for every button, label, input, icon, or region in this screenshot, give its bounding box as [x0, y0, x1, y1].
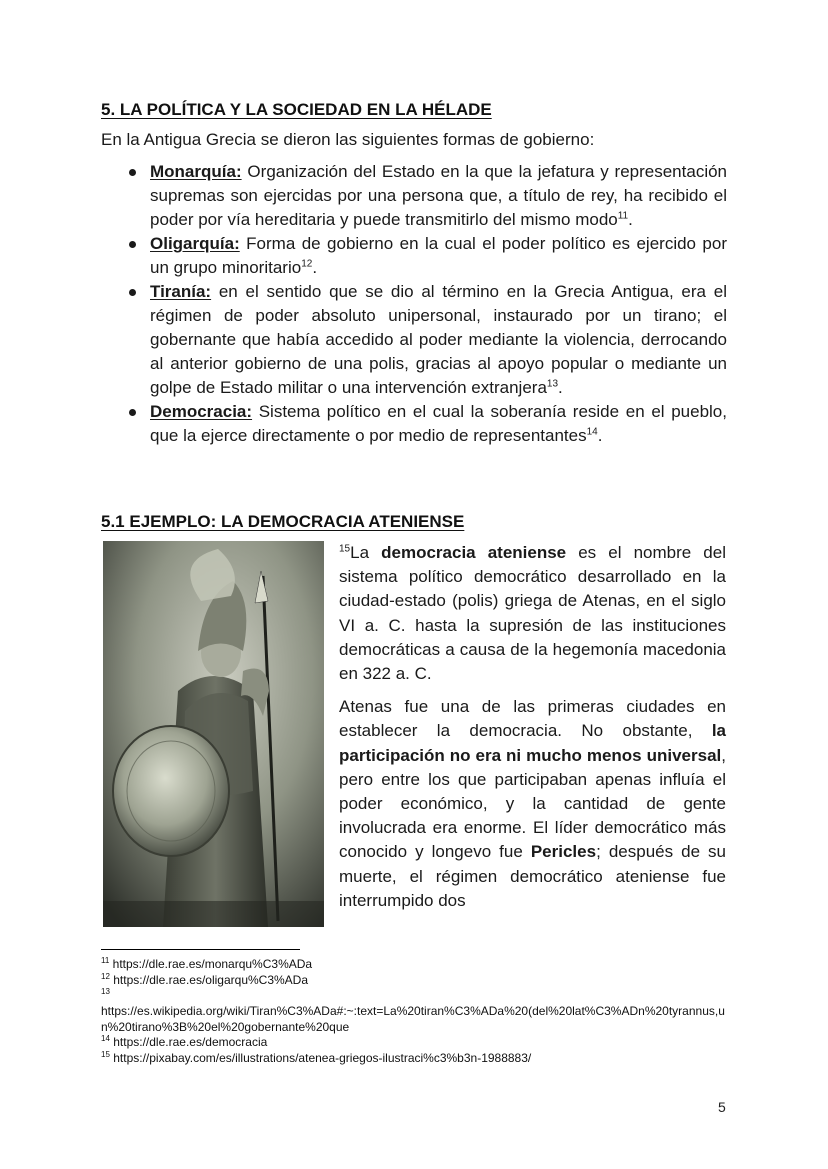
sentence-end: . [597, 426, 603, 445]
term-democracia: Democracia: [150, 402, 253, 421]
definition-democracia: Sistema político en el cual la soberanía reside en el pueblo, que la ejerce directamente o por medio de representantes [150, 402, 727, 445]
definition-monarquia: Organización del Estado en la que la jefatura y representación supremas son ejercidas por una persona que, a título de rey, ha recibido el poder por vía hereditaria y puede transmitirlo del mismo modo [150, 162, 727, 229]
government-forms-list [101, 160, 727, 448]
p1-rest: es el nombre del sistema político democrático desarrollado en la ciudad-estado (polis) griega de Atenas, en el siglo VI a. C. hasta la supresión de las instituciones democráticas a causa de la hegemonía macedonia en 322 a. C. [339, 543, 726, 684]
p1-bold-term: democracia ateniense [381, 543, 567, 562]
definition-tirania: en el sentido que se dio al término en la Grecia Antigua, era el régimen de poder absoluto unipersonal, instaurado por un tirano; el gobernante que había accedido al poder mediante la violencia, derrocando al anterior gobierno de una polis, gracias al apoyo popular o mediante un golpe de Estado militar o una intervención extranjera [150, 282, 727, 397]
footnote-link[interactable]: https://dle.rae.es/oligarqu%C3%ADa [109, 972, 309, 987]
footnotes [101, 957, 729, 1066]
footnote-ref[interactable]: 15 [339, 543, 351, 555]
footnote-ref[interactable]: 12 [301, 258, 313, 270]
p2-bold-participation: la participación no era ni mucho menos universal [339, 721, 726, 765]
footnote-15[interactable] [101, 1051, 729, 1067]
p1-lead: La [350, 543, 382, 562]
footnote-13 [101, 988, 729, 1004]
term-oligarquia: Oligarquía: [150, 234, 240, 253]
sentence-end: . [312, 258, 318, 277]
term-tirania: Tiranía: [150, 282, 212, 301]
list-item-monarquia [101, 160, 727, 232]
section-title: 5. LA POLÍTICA Y LA SOCIEDAD EN LA HÉLADE [101, 100, 492, 119]
footnote-12[interactable] [101, 973, 729, 989]
list-item-tirania [101, 280, 727, 400]
footnote-13-url[interactable] [101, 1004, 729, 1035]
term-monarquia: Monarquía: [150, 162, 242, 181]
subsection-title: 5.1 EJEMPLO: LA DEMOCRACIA ATENIENSE [101, 512, 465, 531]
footnote-ref[interactable]: 14 [586, 426, 598, 438]
athena-illustration [103, 541, 324, 927]
footnote-number: 13 [101, 987, 110, 996]
list-item-democracia [101, 400, 727, 448]
p2-part3: ; después de su muerte, el régimen democrático ateniense fue interrumpido dos [339, 842, 727, 910]
shield [113, 726, 229, 856]
page-number: 5 [718, 1099, 726, 1115]
footnote-link[interactable]: https://pixabay.com/es/illustrations/atenea-griegos-ilustraci%c3%b3n-1988883/ [109, 1050, 532, 1065]
footnote-number: 14 [101, 1034, 110, 1043]
paragraph-2 [339, 695, 726, 913]
footnote-14[interactable] [101, 1035, 729, 1051]
footnote-number: 11 [101, 956, 110, 965]
ground-shadow [103, 901, 324, 927]
footnote-link[interactable]: https://dle.rae.es/democracia [109, 1035, 268, 1049]
p2-part2: , pero entre los que participaban apenas influía el poder económico, y la cantidad de gente involucrada era enorme. El líder democrático más conocido y longevo fue [339, 745, 726, 862]
sentence-end: . [558, 378, 563, 397]
p2-part1: Atenas fue una de las primeras ciudades en establecer la democracia. No obstante, [339, 697, 726, 741]
footnote-link[interactable]: https://es.wikipedia.org/wiki/Tiran%C3%ADa#:~:text=La%20tiran%C3%ADa%20(del%20lat%C3%ADn%20tyrannus,un%20tirano%3B%20el%20gobernante%20que [101, 1004, 725, 1034]
definition-oligarquia: Forma de gobierno en la cual el poder político es ejercido por un grupo minoritario [150, 234, 727, 277]
footnote-number: 15 [101, 1049, 110, 1059]
footnote-number: 12 [101, 971, 110, 981]
p2-bold-pericles: Pericles [530, 842, 597, 862]
intro-text: En la Antigua Grecia se dieron las siguientes formas de gobierno: [101, 130, 595, 149]
sentence-end: . [628, 210, 633, 229]
list-item-oligarquia [101, 232, 727, 280]
paragraph-1 [339, 541, 726, 686]
footnote-11[interactable] [101, 957, 729, 973]
footnote-ref[interactable]: 11 [617, 210, 629, 222]
athenian-democracy-text [339, 541, 726, 922]
footnote-link[interactable]: https://dle.rae.es/monarqu%C3%ADa [109, 957, 313, 971]
athena-image-svg [103, 541, 324, 927]
footnote-separator [101, 949, 300, 950]
footnote-ref[interactable]: 13 [546, 378, 559, 390]
